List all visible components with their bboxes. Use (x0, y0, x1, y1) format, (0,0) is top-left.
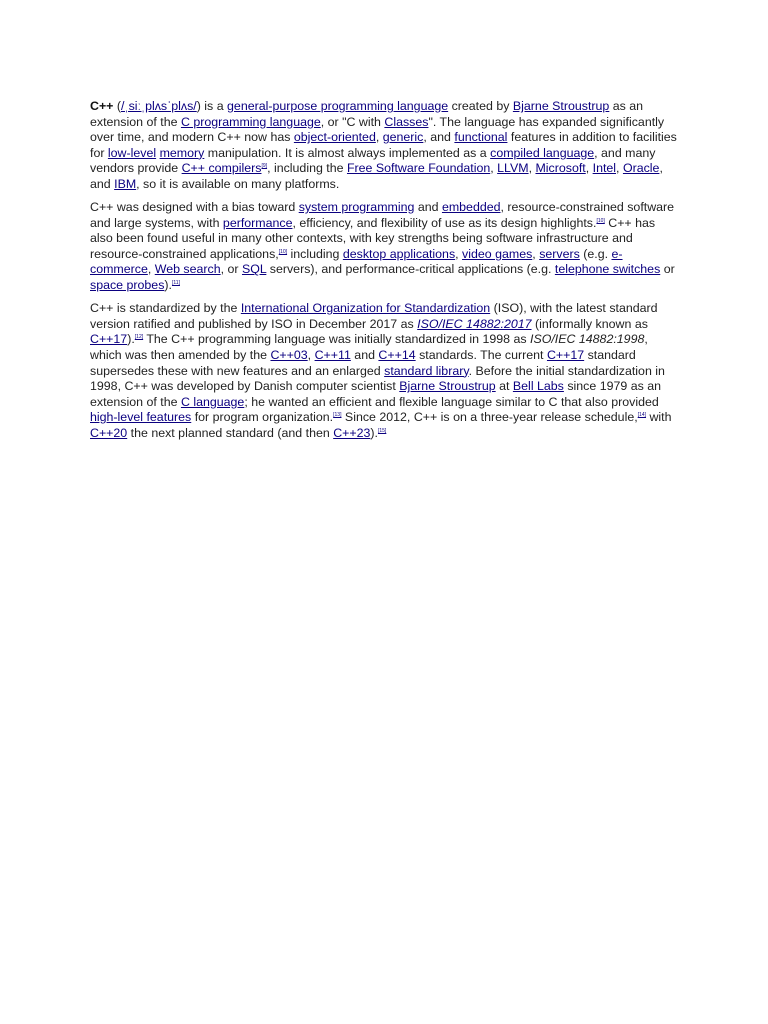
text: including (287, 246, 343, 261)
text: the next planned standard (and then (127, 425, 334, 440)
text: or (660, 262, 675, 277)
footnote-ref[interactable] (135, 334, 143, 340)
link-cpp17-current[interactable]: C++17 (546, 347, 585, 362)
footnote-ref[interactable] (378, 428, 386, 434)
link-cpp14[interactable]: C++14 (378, 347, 416, 362)
text: since 1979 as an extension of the (90, 379, 662, 409)
link-desktop-applications[interactable]: desktop applications (342, 246, 456, 261)
term-title: C++ (90, 99, 114, 113)
link-microsoft[interactable]: Microsoft (535, 161, 586, 176)
link-cpp17[interactable]: C++17 (90, 332, 128, 347)
link-free-software-foundation[interactable]: Free Software Foundation (346, 161, 491, 176)
link-cpp20[interactable]: C++20 (90, 425, 128, 440)
text: ". The language has expanded significantly over time, and modern C++ now has (90, 114, 665, 145)
footnote-link[interactable]: [12] (134, 334, 144, 341)
link-functional[interactable]: functional (454, 130, 508, 145)
text: , and (90, 161, 663, 191)
text: C++ has also been found useful in many other contexts, with key strengths being software infrastructure and resource-constrained applications, (90, 215, 656, 261)
text: as an extension of the (90, 99, 644, 129)
text: ). (127, 332, 135, 347)
link-ibm[interactable]: IBM (114, 176, 137, 191)
link-web-search[interactable]: Web search (154, 262, 221, 277)
text: (ISO), with the latest standard version ratified and published by ISO in December 2017 as (90, 301, 658, 331)
text: , efficiency, and flexibility of use as its design highlights. (292, 215, 597, 230)
text: , (616, 161, 623, 176)
text: , and (423, 130, 455, 145)
text: C++ was designed with a bias toward (90, 200, 299, 215)
article-body (90, 99, 680, 449)
text: , (455, 246, 463, 261)
text: (informally known as (531, 316, 648, 331)
text: , (490, 161, 498, 176)
link-bjarne-stroustrup[interactable]: Bjarne Stroustrup (512, 99, 610, 113)
link-space-probes[interactable]: space probes (90, 278, 165, 293)
text: manipulation. It is almost always implemented as a (204, 145, 491, 160)
text: ( (113, 99, 121, 113)
link-iso-iec-14882-2017[interactable]: ISO/IEC 14882:2017 (417, 316, 532, 331)
text: , (585, 161, 593, 176)
text: servers), and performance-critical applications (e.g. (266, 262, 555, 277)
link-cpp11[interactable]: C++11 (314, 347, 351, 362)
link-bell-labs[interactable]: Bell Labs (512, 379, 564, 394)
link-cpp03[interactable]: C++03 (270, 347, 308, 362)
standardization-paragraph (90, 301, 680, 441)
text: , (528, 161, 536, 176)
text: ; he wanted an efficient and flexible language similar to C that also provided (244, 394, 659, 409)
text: Since 2012, C++ is on a three-year release schedule, (341, 410, 638, 425)
text: , or "C with (320, 114, 385, 129)
text: The C++ programming language was initially standardized in 1998 as (143, 332, 530, 347)
text: , including the (267, 161, 347, 176)
footnote-link[interactable]: [10] (596, 217, 605, 224)
link-cpp23[interactable]: C++23 (333, 425, 371, 440)
design-paragraph (90, 200, 680, 294)
link-generic[interactable]: generic (382, 130, 424, 145)
text: features in addition to facilities for (90, 130, 677, 160)
footnote-ref[interactable] (172, 280, 180, 286)
footnote-link[interactable]: [13] (333, 412, 342, 419)
link-cpp-compilers[interactable]: C++ compilers (181, 161, 262, 176)
link-embedded[interactable]: embedded (441, 200, 501, 215)
link-high-level-features[interactable]: high-level features (90, 410, 192, 425)
footnote-ref[interactable] (638, 412, 646, 418)
text: ) is a (196, 99, 228, 113)
text: with (646, 410, 672, 425)
text: for program organization. (191, 410, 334, 425)
text: and (414, 200, 442, 215)
text: , (375, 130, 383, 145)
footnote-link[interactable]: [11] (171, 279, 180, 286)
link-telephone-switches[interactable]: telephone switches (554, 262, 661, 277)
link-video-games[interactable]: video games (462, 246, 533, 261)
text: , so it is available on many platforms. (136, 176, 340, 191)
link-memory[interactable]: memory (159, 145, 205, 160)
text: , which was then amended by the (90, 332, 648, 362)
text: standard supersedes these with new features and an enlarged (90, 347, 636, 378)
text: , and many vendors provide (90, 145, 656, 176)
link-c-programming-language[interactable]: C programming language (180, 114, 321, 129)
link-servers[interactable]: servers (539, 246, 580, 261)
text: , (532, 246, 540, 261)
link-sql[interactable]: SQL (241, 262, 267, 277)
footnote-link[interactable]: [14] (637, 412, 647, 419)
link-llvm[interactable]: LLVM (497, 161, 529, 176)
text: , (147, 262, 155, 277)
text: ). (164, 278, 172, 293)
link-c-language[interactable]: C language (180, 394, 245, 409)
link-pronunciation[interactable]: /ˌsiːˌplʌsˈplʌs/ (121, 99, 197, 113)
intro-paragraph (90, 99, 680, 193)
standard-name: ISO/IEC 14882:1998 (530, 332, 645, 347)
text: (e.g. (579, 246, 612, 261)
footnote-link[interactable]: [15] (377, 427, 387, 434)
text: , resource-constrained software and large systems, with (90, 200, 675, 230)
link-standard-library[interactable]: standard library (384, 363, 469, 378)
link-low-level[interactable]: low-level (107, 145, 157, 160)
text: , or (220, 262, 242, 277)
link-iso[interactable]: International Organization for Standardization (240, 301, 491, 316)
footnote-link[interactable]: [9] (261, 163, 268, 170)
text: , (307, 347, 315, 362)
text: . Before the initial standardization in 1998, C++ was developed by Danish computer scientist (90, 363, 665, 394)
link-performance[interactable]: performance (222, 215, 293, 230)
link-compiled-language[interactable]: compiled language (490, 145, 595, 160)
text: C++ is standardized by the (90, 301, 241, 316)
text: and (350, 347, 379, 362)
footnote-ref[interactable] (279, 249, 287, 255)
text: created by (448, 99, 513, 113)
footnote-link[interactable]: [10] (278, 248, 288, 255)
link-intel[interactable]: Intel (592, 161, 617, 176)
link-oracle[interactable]: Oracle (622, 161, 660, 176)
text: ). (370, 425, 378, 440)
link-object-oriented[interactable]: object-oriented (293, 130, 376, 145)
text: standards. The current (415, 347, 547, 362)
link-bjarne-stroustrup-2[interactable]: Bjarne Stroustrup (399, 379, 496, 394)
link-e-commerce[interactable]: e-commerce (90, 246, 623, 277)
link-system-programming[interactable]: system programming (298, 200, 415, 215)
link-general-purpose-language[interactable]: general-purpose programming language (227, 99, 449, 113)
link-classes[interactable]: Classes (384, 114, 429, 129)
footnote-ref[interactable] (596, 218, 604, 224)
text: at (495, 379, 513, 394)
